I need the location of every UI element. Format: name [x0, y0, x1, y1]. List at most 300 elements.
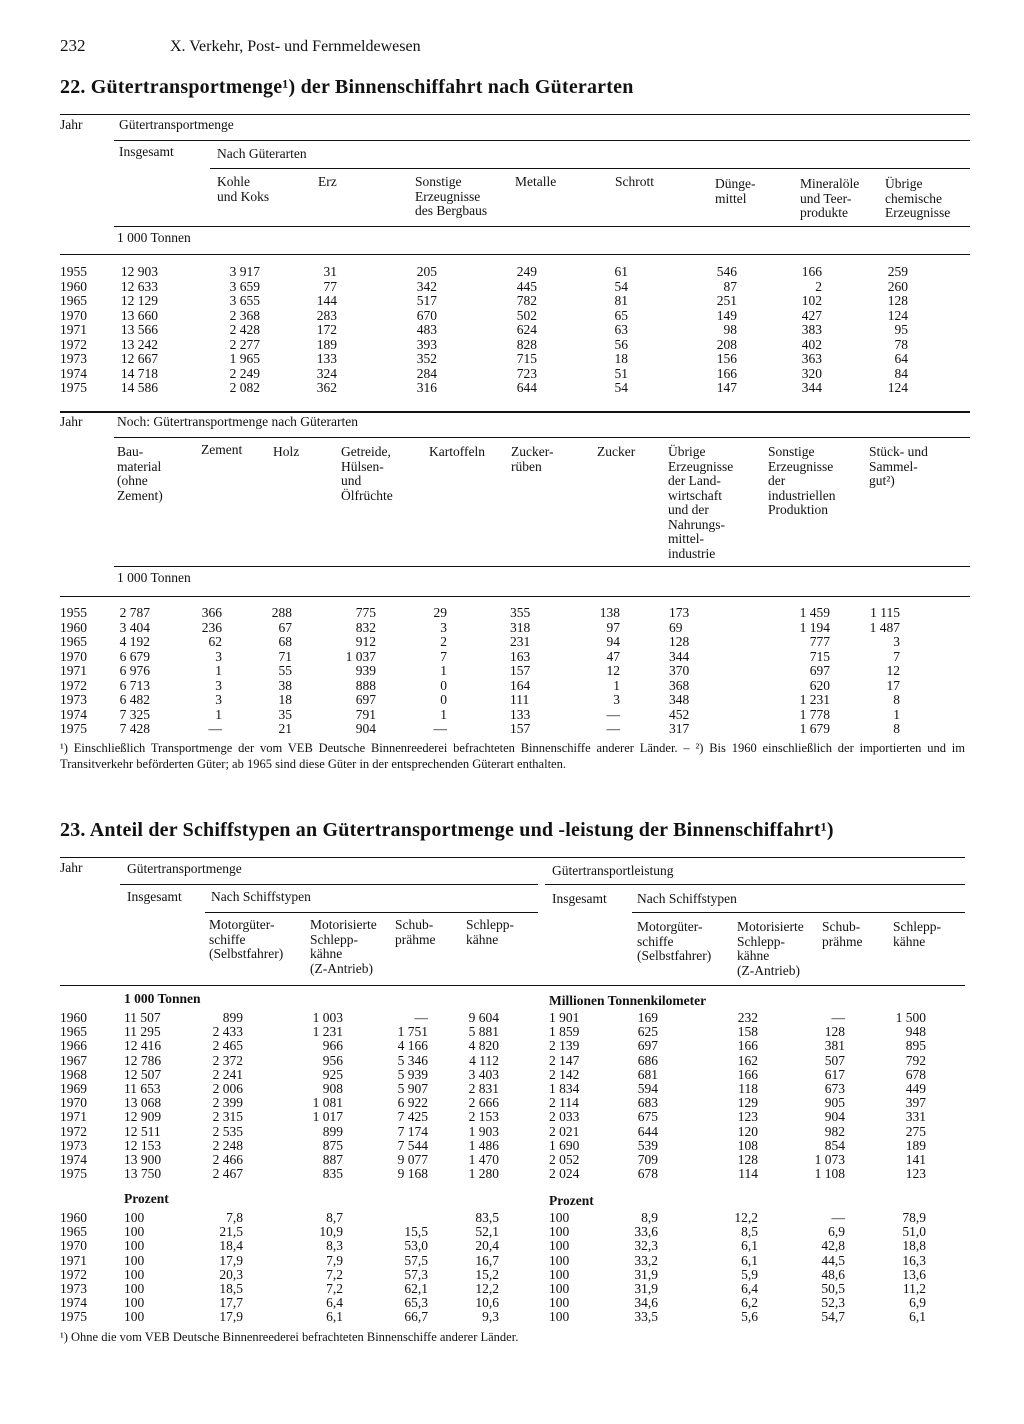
value-cell: 94: [606, 634, 620, 649]
value-cell: 12: [886, 663, 900, 678]
value-cell: 875: [322, 1137, 343, 1153]
value-cell: 546: [716, 264, 737, 279]
value-cell: 644: [516, 380, 537, 395]
value-cell: 6 922: [397, 1095, 428, 1111]
value-cell: 6,9: [909, 1295, 926, 1311]
value-cell: 6 679: [119, 648, 150, 664]
value-cell: 8,7: [326, 1210, 343, 1225]
value-cell: 163: [510, 648, 531, 664]
value-cell: 13,6: [902, 1266, 926, 1282]
value-cell: 686: [637, 1052, 658, 1068]
value-cell: 133: [510, 706, 531, 722]
value-cell: 2 139: [549, 1038, 580, 1054]
value-cell: 1 778: [799, 706, 830, 722]
value-cell: 32,3: [634, 1238, 658, 1254]
value-cell: 3: [215, 648, 222, 664]
value-cell: 9 077: [397, 1152, 428, 1167]
col-header: Sonstige Erzeugnisse der industriellen Produktion: [768, 444, 836, 517]
unit-label: 1 000 Tonnen: [124, 991, 201, 1006]
value-cell: 11 507: [124, 1010, 161, 1025]
rule: [120, 884, 538, 885]
value-cell: 791: [355, 706, 376, 722]
value-cell: 13 242: [120, 336, 158, 352]
value-cell: 18,4: [219, 1238, 243, 1254]
value-cell: 260: [887, 278, 908, 294]
value-cell: 15,5: [404, 1224, 428, 1240]
value-cell: 0: [440, 692, 447, 707]
value-cell: 2 433: [212, 1024, 243, 1040]
value-cell: 12 786: [124, 1052, 162, 1068]
value-cell: 2 082: [229, 380, 260, 395]
value-cell: 1: [613, 677, 620, 693]
col-header: Kartoffeln: [429, 444, 485, 459]
value-cell: 12 909: [124, 1109, 162, 1125]
year-cell: 1960: [60, 619, 87, 635]
value-cell: 1 003: [312, 1010, 343, 1025]
value-cell: 17,9: [219, 1309, 243, 1325]
year-cell: 1975: [60, 721, 87, 736]
value-cell: 0: [440, 677, 447, 693]
value-cell: 62: [208, 634, 222, 649]
value-cell: 2 277: [229, 336, 260, 352]
value-cell: 6 976: [119, 663, 150, 678]
value-cell: 12 667: [120, 351, 158, 366]
value-cell: 31,9: [634, 1266, 658, 1282]
value-cell: 51: [614, 365, 628, 381]
value-cell: 78: [894, 336, 908, 352]
value-cell: 283: [316, 307, 337, 323]
value-cell: 78,9: [902, 1210, 926, 1225]
value-cell: 12 507: [124, 1066, 162, 1082]
value-cell: 12: [606, 663, 620, 678]
value-cell: 17,9: [219, 1252, 243, 1268]
value-cell: 21,5: [219, 1224, 243, 1240]
value-cell: 318: [510, 619, 531, 635]
value-cell: 208: [716, 336, 737, 352]
col-header: Mineralöle und Teer- produkte: [800, 176, 860, 220]
rule: [114, 140, 970, 141]
value-cell: 51,0: [902, 1224, 926, 1240]
value-cell: 7 428: [119, 721, 150, 736]
col-header: Motorisierte Schlepp- kähne (Z-Antrieb): [310, 917, 377, 976]
value-cell: 1: [215, 663, 222, 678]
page-number: 232: [60, 36, 86, 55]
rule: [205, 912, 538, 913]
value-cell: 21: [278, 721, 292, 736]
value-cell: 2 368: [229, 307, 260, 323]
value-cell: 18,5: [219, 1281, 243, 1296]
value-cell: 231: [510, 634, 531, 649]
value-cell: 835: [322, 1166, 343, 1182]
value-cell: 5 346: [397, 1052, 428, 1068]
value-cell: 3 659: [229, 278, 260, 294]
value-cell: 35: [278, 706, 292, 722]
value-cell: 6,9: [828, 1224, 845, 1240]
value-cell: 678: [905, 1066, 926, 1082]
value-cell: 11,2: [902, 1281, 926, 1296]
value-cell: 77: [323, 278, 337, 294]
value-cell: 169: [637, 1010, 658, 1025]
rule: [60, 857, 965, 858]
rule: [60, 411, 970, 413]
year-cell: 1965: [60, 1224, 87, 1240]
value-cell: 3: [440, 619, 447, 635]
value-cell: 317: [669, 721, 690, 736]
value-cell: 2: [815, 278, 822, 294]
value-cell: 100: [124, 1210, 145, 1225]
value-cell: 502: [516, 307, 537, 323]
value-cell: 12 153: [124, 1137, 162, 1153]
rule: [60, 985, 965, 986]
value-cell: 449: [905, 1081, 926, 1096]
value-cell: 370: [669, 663, 690, 678]
value-cell: 189: [905, 1137, 926, 1153]
value-cell: 324: [316, 365, 337, 381]
value-cell: 7,9: [326, 1252, 343, 1268]
year-cell: 1967: [60, 1052, 87, 1068]
value-cell: 1: [440, 663, 447, 678]
year-cell: 1975: [60, 1309, 87, 1325]
value-cell: 3: [893, 634, 900, 649]
value-cell: 7: [893, 648, 900, 664]
value-cell: 3 403: [468, 1066, 499, 1082]
value-cell: 100: [124, 1252, 145, 1268]
value-cell: 48,6: [821, 1266, 845, 1282]
value-cell: 64: [894, 351, 908, 366]
value-cell: 1 500: [895, 1010, 926, 1025]
col-header: Übrige chemische Erzeugnisse: [885, 176, 951, 220]
value-cell: 62,1: [404, 1281, 428, 1296]
col-header: Schlepp- kähne: [893, 919, 941, 949]
year-cell: 1974: [60, 706, 87, 722]
value-cell: 594: [637, 1081, 658, 1096]
value-cell: 54,7: [821, 1309, 845, 1325]
value-cell: 3 917: [229, 264, 260, 279]
col-header: Schub- prähme: [822, 919, 863, 949]
value-cell: —: [414, 1010, 428, 1025]
year-cell: 1972: [60, 1266, 87, 1282]
value-cell: 2 142: [549, 1066, 580, 1082]
value-cell: 10,9: [319, 1224, 343, 1240]
col-header: Schrott: [615, 174, 654, 189]
value-cell: 1 194: [799, 619, 830, 635]
value-cell: 342: [416, 278, 437, 294]
value-cell: 1 486: [468, 1137, 499, 1153]
value-cell: 144: [316, 293, 337, 308]
col-subgroup-header: Nach Schiffstypen: [637, 891, 737, 906]
value-cell: 2 248: [212, 1137, 243, 1153]
value-cell: 52,3: [821, 1295, 845, 1311]
year-cell: 1974: [60, 1152, 87, 1167]
value-cell: 2 114: [549, 1095, 579, 1111]
value-cell: 17,7: [219, 1295, 243, 1311]
value-cell: 939: [355, 663, 376, 678]
col-header-jahr: Jahr: [60, 414, 83, 429]
value-cell: 895: [905, 1038, 926, 1054]
value-cell: 670: [416, 307, 437, 323]
value-cell: 14 718: [120, 365, 158, 381]
value-cell: 8: [893, 721, 900, 736]
value-cell: 6,1: [741, 1238, 758, 1254]
value-cell: 7,8: [226, 1210, 243, 1225]
value-cell: 7: [440, 648, 447, 664]
value-cell: 4 192: [119, 634, 150, 649]
value-cell: 97: [606, 619, 620, 635]
value-cell: 5 939: [397, 1066, 428, 1082]
value-cell: —: [831, 1210, 845, 1225]
table-23-title: 23. Anteil der Schiffstypen an Gütertransportmenge und -leistung der Binnenschiffahrt¹): [60, 819, 834, 841]
unit-label: Prozent: [124, 1191, 169, 1206]
value-cell: 723: [516, 365, 537, 381]
year-cell: 1971: [60, 663, 87, 678]
value-cell: 681: [637, 1066, 658, 1082]
value-cell: 33,5: [634, 1309, 658, 1325]
value-cell: 715: [516, 351, 537, 366]
value-cell: 1 115: [870, 605, 900, 620]
value-cell: 320: [801, 365, 822, 381]
col-header: Schub- prähme: [395, 917, 436, 947]
value-cell: 111: [510, 692, 530, 707]
value-cell: 2 428: [229, 322, 260, 337]
value-cell: 355: [510, 605, 531, 620]
value-cell: 507: [824, 1052, 845, 1068]
value-cell: 368: [669, 677, 690, 693]
value-cell: 100: [124, 1295, 145, 1311]
value-cell: 52,1: [475, 1224, 499, 1240]
col-header: Kohle und Koks: [217, 174, 270, 204]
value-cell: 1 487: [869, 619, 900, 635]
value-cell: 65: [614, 307, 628, 323]
value-cell: 775: [355, 605, 376, 620]
value-cell: 5 881: [468, 1024, 499, 1040]
value-cell: 8: [893, 692, 900, 707]
value-cell: 383: [801, 322, 822, 337]
value-cell: 1 280: [468, 1166, 499, 1182]
value-cell: 13 900: [124, 1152, 162, 1167]
value-cell: 31,9: [634, 1281, 658, 1296]
value-cell: 2 315: [212, 1109, 243, 1125]
col-header: Erz: [318, 174, 337, 189]
col-header: Dünge- mittel: [715, 176, 756, 206]
value-cell: 362: [316, 380, 337, 395]
value-cell: 539: [637, 1137, 658, 1153]
value-cell: 6,1: [909, 1309, 926, 1325]
value-cell: 259: [887, 264, 908, 279]
value-cell: 683: [637, 1095, 658, 1111]
col-header: Zucker: [597, 444, 636, 459]
value-cell: 129: [737, 1095, 758, 1111]
value-cell: 275: [905, 1123, 926, 1139]
value-cell: 9,3: [482, 1309, 499, 1325]
value-cell: 1: [440, 706, 447, 722]
value-cell: 166: [737, 1066, 758, 1082]
value-cell: 782: [516, 293, 537, 308]
value-cell: 1 017: [312, 1109, 343, 1125]
value-cell: 1 834: [549, 1081, 580, 1096]
value-cell: 3: [215, 692, 222, 707]
value-cell: 14 586: [120, 380, 158, 395]
value-cell: 166: [737, 1038, 758, 1054]
year-cell: 1975: [60, 1166, 87, 1182]
col-subgroup-header: Nach Schiffstypen: [211, 889, 311, 904]
value-cell: 1 690: [549, 1137, 580, 1153]
rule: [545, 884, 965, 885]
value-cell: 617: [824, 1066, 845, 1082]
value-cell: 50,5: [821, 1281, 845, 1296]
value-cell: 100: [549, 1309, 570, 1325]
year-cell: 1966: [60, 1038, 87, 1054]
value-cell: 100: [124, 1309, 145, 1325]
value-cell: 166: [801, 264, 822, 279]
value-cell: 678: [637, 1166, 658, 1182]
value-cell: 33,6: [634, 1224, 658, 1240]
value-cell: 2 021: [549, 1123, 580, 1139]
value-cell: 899: [222, 1010, 243, 1025]
value-cell: 1 470: [468, 1152, 499, 1167]
value-cell: 57,5: [404, 1252, 428, 1268]
value-cell: 18: [614, 351, 628, 366]
year-cell: 1973: [60, 351, 87, 366]
value-cell: 12 633: [120, 278, 158, 294]
value-cell: 4 166: [397, 1038, 428, 1054]
value-cell: 33,2: [634, 1252, 658, 1268]
col-subgroup-header: Nach Güterarten: [217, 146, 307, 161]
value-cell: 71: [278, 648, 292, 664]
value-cell: 53,0: [404, 1238, 428, 1254]
col-header: Getreide, Hülsen- und Ölfrüchte: [341, 444, 393, 503]
value-cell: 1 903: [468, 1123, 499, 1139]
value-cell: 904: [355, 721, 376, 736]
value-cell: 114: [738, 1166, 758, 1182]
value-cell: 123: [905, 1166, 926, 1182]
value-cell: 128: [737, 1152, 758, 1167]
value-cell: 13 750: [124, 1166, 162, 1182]
value-cell: 16,3: [902, 1252, 926, 1268]
year-cell: 1955: [60, 605, 87, 620]
col-header: Bau- material (ohne Zement): [117, 444, 163, 503]
unit-label: 1 000 Tonnen: [117, 230, 191, 245]
value-cell: 68: [278, 634, 292, 649]
col-header: Übrige Erzeugnisse der Land- wirtschaft und der Nahrungs- mittel- industrie: [668, 444, 734, 561]
value-cell: 108: [737, 1137, 758, 1153]
value-cell: 100: [549, 1224, 570, 1240]
value-cell: 828: [516, 336, 537, 352]
value-cell: 63: [614, 322, 628, 337]
value-cell: 100: [549, 1238, 570, 1254]
value-cell: 164: [510, 677, 531, 693]
value-cell: 12 903: [120, 264, 158, 279]
value-cell: 452: [669, 706, 690, 722]
col-header: Stück- und Sammel- gut²): [869, 444, 928, 488]
value-cell: 65,3: [404, 1295, 428, 1311]
value-cell: 55: [278, 663, 292, 678]
value-cell: 854: [824, 1137, 845, 1153]
value-cell: 100: [549, 1210, 570, 1225]
col-header: Metalle: [515, 174, 557, 189]
year-cell: 1960: [60, 1210, 87, 1225]
unit-label: Prozent: [549, 1193, 594, 1208]
table-22-title: 22. Gütertransportmenge¹) der Binnenschiffahrt nach Güterarten: [60, 76, 634, 98]
col-header: Schlepp- kähne: [466, 917, 514, 947]
value-cell: 5,9: [741, 1266, 758, 1282]
value-cell: 118: [738, 1081, 758, 1096]
year-cell: 1955: [60, 264, 87, 279]
value-cell: 12,2: [734, 1210, 758, 1225]
value-cell: 1 901: [549, 1010, 580, 1025]
value-cell: 393: [416, 336, 437, 352]
value-cell: 100: [549, 1252, 570, 1268]
value-cell: 158: [737, 1024, 758, 1040]
value-cell: 352: [416, 351, 437, 366]
value-cell: 12 511: [124, 1123, 161, 1139]
value-cell: 57,3: [404, 1266, 428, 1282]
year-cell: 1971: [60, 322, 87, 337]
value-cell: 156: [716, 351, 737, 366]
value-cell: 249: [516, 264, 537, 279]
value-cell: 624: [516, 322, 537, 337]
year-cell: 1972: [60, 677, 87, 693]
rule: [114, 226, 970, 227]
value-cell: 162: [737, 1052, 758, 1068]
value-cell: 709: [637, 1152, 658, 1167]
page-header: [60, 36, 421, 56]
value-cell: 100: [549, 1295, 570, 1311]
col-header-insgesamt: Insgesamt: [119, 144, 174, 159]
value-cell: 67: [278, 619, 292, 635]
value-cell: 2 249: [229, 365, 260, 381]
rule: [210, 168, 970, 169]
value-cell: 124: [887, 380, 908, 395]
value-cell: 948: [905, 1024, 926, 1040]
value-cell: 427: [801, 307, 822, 323]
col-header-jahr: Jahr: [60, 117, 83, 132]
value-cell: 12,2: [475, 1281, 499, 1296]
value-cell: 7,2: [326, 1281, 343, 1296]
year-cell: 1960: [60, 278, 87, 294]
value-cell: 147: [716, 380, 737, 395]
value-cell: 251: [716, 293, 737, 308]
value-cell: 2 241: [212, 1066, 243, 1082]
year-cell: 1972: [60, 1123, 87, 1139]
value-cell: 166: [716, 365, 737, 381]
col-group-header-leistung: Gütertransportleistung: [552, 863, 674, 878]
value-cell: 284: [416, 365, 437, 381]
value-cell: 15,2: [475, 1266, 499, 1282]
value-cell: 6 713: [119, 677, 150, 693]
value-cell: 2 153: [468, 1109, 499, 1125]
value-cell: 100: [124, 1266, 145, 1282]
value-cell: 236: [201, 619, 222, 635]
value-cell: 138: [599, 605, 620, 620]
year-cell: 1973: [60, 692, 87, 707]
value-cell: 133: [316, 351, 337, 366]
value-cell: 12 129: [120, 293, 158, 308]
table-22-footnote: ¹) Einschließlich Transportmenge der vom VEB Deutsche Binnenreederei befrachteten Binnenschiffe anderer Länder. – ²) Bis 1960 einschließlich der importierten und im Transitverkehr beförderten Güter; ab 1965 sind diese Güter in der entsprechenden Güterart enthalten.: [60, 741, 965, 771]
rule: [114, 437, 970, 438]
value-cell: 697: [355, 692, 376, 707]
col-header: Holz: [273, 444, 300, 459]
year-cell: 1968: [60, 1066, 87, 1082]
value-cell: 6,2: [741, 1295, 758, 1311]
value-cell: 777: [809, 634, 830, 649]
value-cell: 16,7: [475, 1252, 499, 1268]
value-cell: 56: [614, 336, 628, 352]
col-header: Motorgüter- schiffe (Selbstfahrer): [209, 917, 284, 961]
value-cell: 1 965: [229, 351, 260, 366]
value-cell: 34,6: [634, 1295, 658, 1311]
rule: [60, 596, 970, 597]
rule: [632, 912, 965, 913]
